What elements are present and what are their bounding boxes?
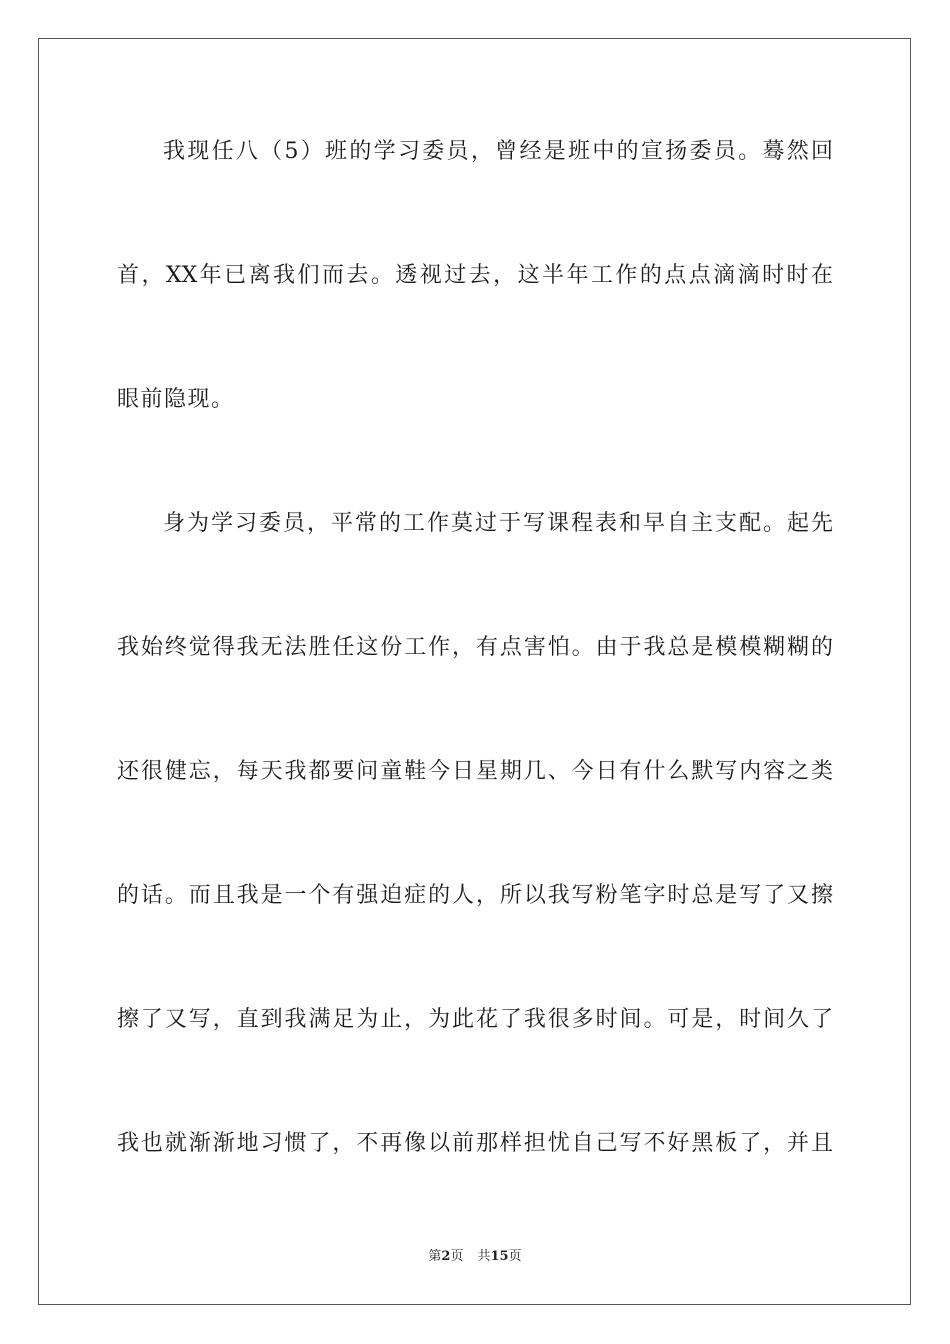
page-prefix: 第: [428, 1249, 442, 1264]
text-line: 首，XX年已离我们而去。透视过去，这半年工作的点点滴滴时时在: [117, 263, 833, 288]
text-line: 擦了又写，直到我满足为止，为此花了我很多时间。可是，时间久了: [117, 1007, 833, 1032]
text-line: 我始终觉得我无法胜任这份工作，有点害怕。由于我总是模模糊糊的: [117, 635, 833, 660]
text-line: 眼前隐现。: [117, 387, 235, 412]
text-line: 的话。而且我是一个有强迫症的人，所以我写粉笔字时总是写了又擦: [117, 883, 833, 908]
total-suffix: 页: [508, 1249, 522, 1264]
page-suffix: 页: [450, 1249, 464, 1264]
text-line: 身为学习委员，平常的工作莫过于写课程表和早自主支配。起先: [163, 511, 833, 536]
page-number: 2: [441, 1249, 451, 1264]
text-line: 我也就渐渐地习惯了，不再像以前那样担忧自己写不好黑板了，并且: [117, 1131, 833, 1156]
page-footer: [0, 1248, 950, 1266]
text-line: 我现任八（5）班的学习委员，曾经是班中的宣扬委员。蓦然回: [163, 139, 833, 164]
total-prefix: 共: [477, 1249, 491, 1264]
text-line: 还很健忘，每天我都要问童鞋今日星期几、今日有什么默写内容之类: [117, 759, 833, 784]
total-pages: 15: [490, 1249, 509, 1264]
page-border: [38, 38, 911, 1305]
